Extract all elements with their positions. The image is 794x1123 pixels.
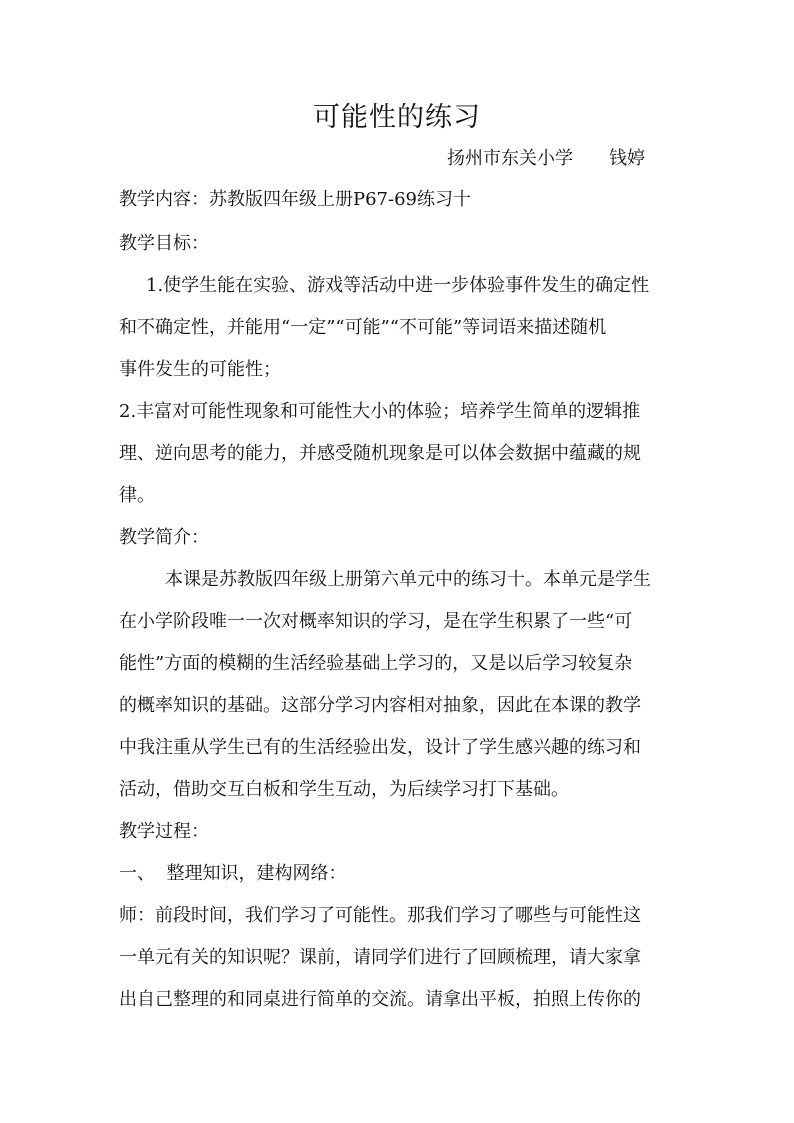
- intro-heading: 教学简介：: [119, 527, 209, 548]
- goal-2-line-1: 2.丰富对可能性现象和可能性大小的体验；培养学生简单的逻辑推: [119, 401, 641, 422]
- teaching-content-line: 教学内容：苏教版四年级上册P67-69练习十: [119, 189, 472, 210]
- teacher-line-1: 师：前段时间，我们学习了可能性。那我们学习了哪些与可能性这: [119, 905, 641, 926]
- goal-2-line-3: 律。: [119, 485, 155, 506]
- intro-line-6: 活动，借助交互白板和学生互动，为后续学习打下基础。: [119, 779, 569, 800]
- intro-line-1: 本课是苏教版四年级上册第六单元中的练习十。本单元是学生: [165, 569, 651, 590]
- teacher-line-2: 一单元有关的知识呢？课前，请同学们进行了回顾梳理，请大家拿: [119, 947, 641, 968]
- goals-heading: 教学目标：: [119, 233, 209, 254]
- school-name: 扬州市东关小学: [447, 148, 573, 169]
- document-title: 可能性的练习: [313, 102, 481, 133]
- intro-line-3: 能性”方面的模糊的生活经验基础上学习的，又是以后学习较复杂: [119, 653, 633, 674]
- goal-1-line-1: 1.使学生能在实验、游戏等活动中进一步体验事件发生的确定性: [146, 275, 650, 296]
- intro-line-4: 的概率知识的基础。这部分学习内容相对抽象，因此在本课的教学: [119, 695, 641, 716]
- author-line: [447, 144, 645, 174]
- goal-2-line-2: 理、逆向思考的能力，并感受随机现象是可以体会数据中蕴藏的规: [119, 443, 641, 464]
- teacher-line-3: 出自己整理的和同桌进行简单的交流。请拿出平板，拍照上传你的: [119, 989, 641, 1010]
- intro-line-5: 中我注重从学生已有的生活经验出发，设计了学生感兴趣的练习和: [119, 737, 641, 758]
- process-heading: 教学过程：: [119, 821, 209, 842]
- goal-1-line-2: 和不确定性，并能用“一定”“可能”“不可能”等词语来描述随机: [119, 317, 607, 338]
- intro-line-2: 在小学阶段唯一一次对概率知识的学习，是在学生积累了一些“可: [119, 611, 633, 632]
- section-1-heading: 一、 整理知识，建构网络：: [119, 863, 347, 884]
- goal-1-line-3: 事件发生的可能性；: [119, 359, 281, 380]
- author-name: 钱婷: [609, 148, 645, 169]
